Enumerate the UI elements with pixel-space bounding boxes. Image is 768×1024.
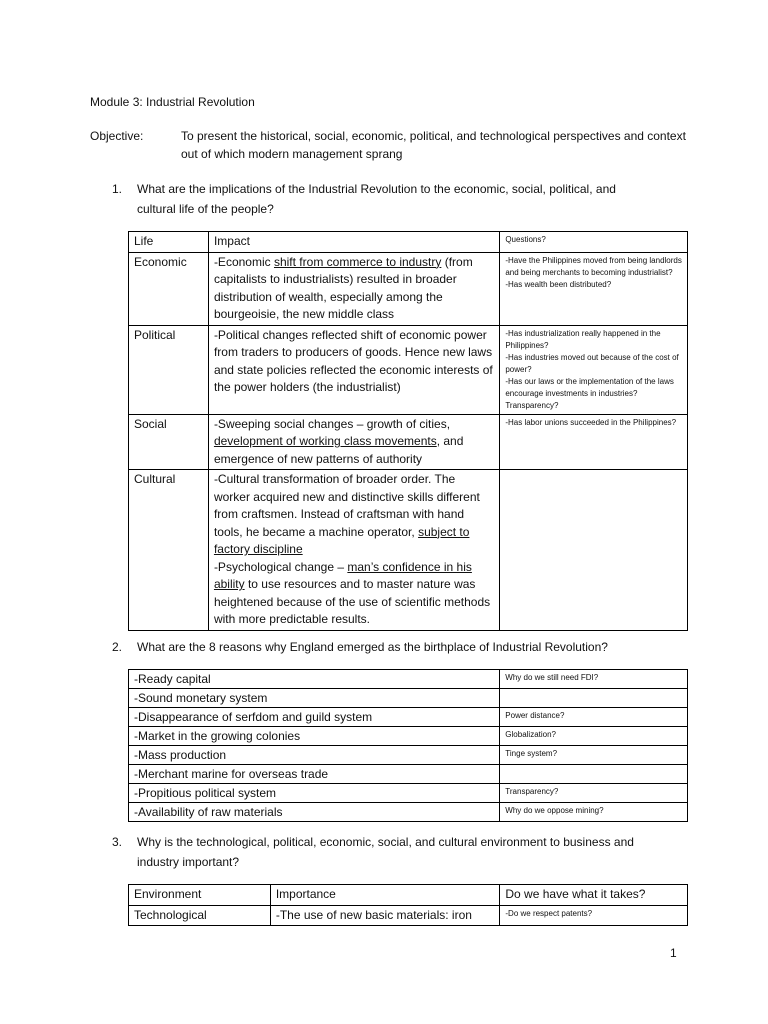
reason-cell: -Merchant marine for overseas trade <box>129 765 500 784</box>
life-cell: Social <box>129 414 209 470</box>
question-cell: Why do we still need FDI? <box>500 670 688 689</box>
questions-cell: -Has labor unions succeeded in the Philippines? <box>500 414 688 470</box>
objective-text: To present the historical, social, economic, political, and technological perspectives and context out of which modern management sprang <box>181 129 686 161</box>
header-cell: Questions? <box>500 232 688 253</box>
reason-cell: -Disappearance of serfdom and guild system <box>129 708 500 727</box>
table-row <box>129 905 688 926</box>
page-number: 1 <box>670 946 677 960</box>
question-cell <box>500 765 688 784</box>
table-header-row <box>129 232 688 253</box>
reasons-table <box>128 669 688 822</box>
impact-cell: -Cultural transformation of broader order. The worker acquired new and distinctive skills different from craftsmen. Instead of craftsman with hand tools, he became a machine operator, subject to factory discipline -Psychological change – man’s confidence in his ability to use resources and to master nature was heightened because of the use of scientific methods with more predictable results. <box>208 470 499 631</box>
questions-cell: -Has industrialization really happened in the Philippines? -Has industries moved out because of the cost of power? -Has our laws or the implementation of the laws encourage investments in industries? Transparency? <box>500 325 688 414</box>
environment-cell: Technological <box>129 905 271 926</box>
table-row <box>129 414 688 470</box>
impact-cell: -Economic shift from commerce to industry (from capitalists to industrialists) resulted in broader distribution of wealth, especially among the bourgeoisie, the new middle class <box>208 252 499 325</box>
implications-table <box>128 231 688 631</box>
reason-cell: -Availability of raw materials <box>129 803 500 822</box>
question-number: 3. <box>112 835 123 849</box>
question-cell: Globalization? <box>500 727 688 746</box>
table-row <box>129 765 688 784</box>
table-row <box>129 470 688 631</box>
question-text: Why is the technological, political, economic, social, and cultural environment to business and industry important? <box>137 835 634 869</box>
question-cell: -Do we respect patents? <box>500 905 688 926</box>
question-cell: Power distance? <box>500 708 688 727</box>
question-text: What are the implications of the Industrial Revolution to the economic, social, political, and cultural life of the people? <box>137 182 616 216</box>
reason-cell: -Mass production <box>129 746 500 765</box>
header-cell: Do we have what it takes? <box>500 885 688 906</box>
importance-cell: -The use of new basic materials: iron <box>270 905 500 926</box>
impact-cell: -Political changes reflected shift of economic power from traders to producers of goods. Hence new laws and state policies reflected the economic interests of the power holders (the industrialist) <box>208 325 499 414</box>
objective-label: Objective: <box>90 129 144 143</box>
questions-cell: -Have the Philippines moved from being landlords and being merchants to becoming industrialist? -Has wealth been distributed? <box>500 252 688 325</box>
life-cell: Political <box>129 325 209 414</box>
table-row <box>129 670 688 689</box>
question-number: 1. <box>112 182 123 196</box>
header-cell: Environment <box>129 885 271 906</box>
impact-cell: -Sweeping social changes – growth of cities, development of working class movements, and emergence of new patterns of authority <box>208 414 499 470</box>
reason-cell: -Propitious political system <box>129 784 500 803</box>
table-row <box>129 727 688 746</box>
question-cell: Why do we oppose mining? <box>500 803 688 822</box>
module-title: Module 3: Industrial Revolution <box>90 95 255 109</box>
header-cell: Life <box>129 232 209 253</box>
table-header-row <box>129 885 688 906</box>
reason-cell: -Market in the growing colonies <box>129 727 500 746</box>
question-text: What are the 8 reasons why England emerged as the birthplace of Industrial Revolution? <box>137 640 608 654</box>
table-row <box>129 746 688 765</box>
questions-cell <box>500 470 688 631</box>
life-cell: Cultural <box>129 470 209 631</box>
question-cell <box>500 689 688 708</box>
question-cell: Transparency? <box>500 784 688 803</box>
table-row <box>129 689 688 708</box>
table-row <box>129 784 688 803</box>
header-cell: Impact <box>208 232 499 253</box>
table-row <box>129 708 688 727</box>
environment-table <box>128 884 688 926</box>
reason-cell: -Sound monetary system <box>129 689 500 708</box>
header-cell: Importance <box>270 885 500 906</box>
reason-cell: -Ready capital <box>129 670 500 689</box>
question-cell: Tinge system? <box>500 746 688 765</box>
table-row <box>129 803 688 822</box>
table-row <box>129 252 688 325</box>
question-number: 2. <box>112 640 123 654</box>
life-cell: Economic <box>129 252 209 325</box>
table-row <box>129 325 688 414</box>
